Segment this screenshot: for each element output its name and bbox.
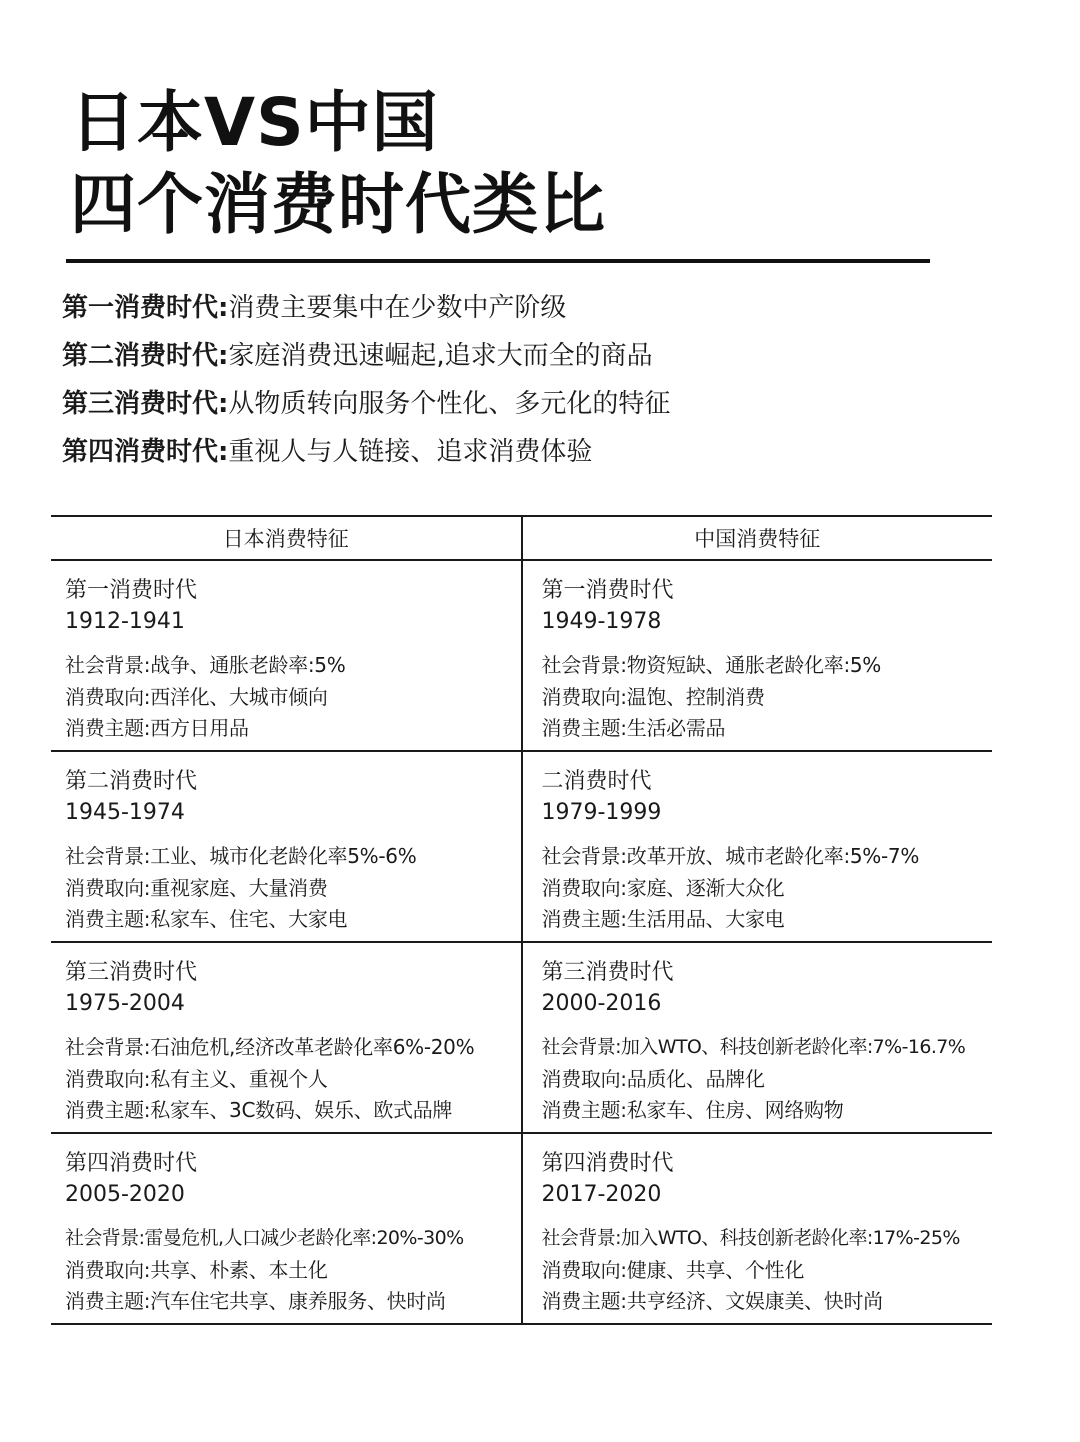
table-row	[51, 560, 992, 751]
era-label: 第一消费时代	[65, 578, 198, 603]
era-summary	[62, 284, 670, 476]
title-line-1: 日本VS中国	[70, 84, 439, 161]
summary-text: 家庭消费迅速崛起,追求大而全的商品	[228, 341, 653, 371]
theme-text: 消费主题:生活用品、大家电	[541, 907, 785, 931]
title-divider	[66, 259, 930, 263]
years-label: 1945-1974	[65, 800, 185, 825]
cell-japan	[51, 1133, 522, 1324]
era-label: 第三消费时代	[65, 960, 198, 985]
orientation-text: 消费取向:品质化、品牌化	[541, 1066, 765, 1091]
background-text: 社会背景:改革开放、城市老龄化率:5%-7%	[541, 844, 920, 868]
summary-text: 重视人与人链接、追求消费体验	[228, 437, 593, 467]
theme-text: 消费主题:共亨经济、文娱康美、快时尚	[541, 1289, 883, 1313]
summary-line	[62, 380, 670, 428]
table-body	[51, 560, 992, 1324]
era-label: 第四消费时代	[65, 1151, 198, 1176]
cell-japan	[51, 751, 522, 942]
theme-text: 消费主题:私家车、3C数码、娱乐、欧式品牌	[65, 1098, 453, 1122]
orientation-text: 消费取向:温饱、控制消费	[541, 684, 765, 709]
header-japan: 日本消费特征	[51, 516, 522, 560]
summary-era: 第四消费时代:	[62, 437, 229, 467]
theme-text: 消费主题:西方日用品	[65, 716, 249, 740]
summary-line	[62, 284, 670, 332]
table-header-row	[51, 516, 992, 560]
summary-era: 第三消费时代:	[62, 389, 229, 419]
summary-line	[62, 332, 670, 380]
orientation-text: 消费取向:健康、共享、个性化	[541, 1257, 805, 1282]
background-text: 社会背景:石油危机,经济改革老龄化率6%-20%	[65, 1035, 475, 1059]
background-text: 社会背景:加入WTO、科技创新老龄化率:17%-25%	[541, 1227, 960, 1249]
background-text: 社会背景:物资短缺、通胀老龄化率:5%	[541, 653, 882, 677]
orientation-text: 消费取向:共享、朴素、本土化	[65, 1257, 328, 1282]
background-text: 社会背景:加入WTO、科技创新老龄化率:7%-16.7%	[541, 1036, 966, 1058]
era-label: 第二消费时代	[65, 769, 198, 794]
cell-china	[522, 560, 993, 751]
header-china: 中国消费特征	[522, 516, 993, 560]
background-text: 社会背景:工业、城市化老龄化率5%-6%	[65, 844, 417, 868]
orientation-text: 消费取向:重视家庭、大量消费	[65, 875, 328, 900]
orientation-text: 消费取向:家庭、逐渐大众化	[541, 875, 785, 900]
years-label: 2017-2020	[541, 1182, 662, 1207]
era-label: 第四消费时代	[541, 1151, 674, 1176]
cell-china	[522, 942, 993, 1133]
summary-line	[62, 428, 670, 476]
theme-text: 消费主题:生活必需品	[541, 716, 726, 740]
cell-japan	[51, 942, 522, 1133]
summary-era: 第一消费时代:	[62, 293, 229, 323]
years-label: 1975-2004	[65, 991, 185, 1016]
title-line-2: 四个消费时代类比	[70, 166, 606, 243]
summary-text: 从物质转向服务个性化、多元化的特征	[228, 389, 671, 419]
years-label: 2000-2016	[541, 991, 662, 1016]
era-label: 第三消费时代	[541, 960, 674, 985]
table-row	[51, 1133, 992, 1324]
theme-text: 消费主题:私家车、住宅、大家电	[65, 907, 348, 931]
comparison-table	[51, 515, 992, 1325]
era-label: 第一消费时代	[541, 578, 674, 603]
orientation-text: 消费取向:私有主义、重视个人	[65, 1066, 328, 1091]
cell-china	[522, 1133, 993, 1324]
years-label: 1912-1941	[65, 609, 185, 634]
years-label: 1949-1978	[541, 609, 662, 634]
background-text: 社会背景:雷曼危机,人口减少老龄化率:20%-30%	[65, 1227, 464, 1249]
years-label: 1979-1999	[541, 800, 662, 825]
era-label: 二消费时代	[541, 769, 652, 794]
years-label: 2005-2020	[65, 1182, 185, 1207]
cell-china	[522, 751, 993, 942]
table-row	[51, 751, 992, 942]
theme-text: 消费主题:私家车、住房、网络购物	[541, 1098, 844, 1122]
orientation-text: 消费取向:西洋化、大城市倾向	[65, 684, 328, 709]
cell-japan	[51, 560, 522, 751]
background-text: 社会背景:战争、通胀老龄率:5%	[65, 653, 346, 677]
summary-era: 第二消费时代:	[62, 341, 229, 371]
theme-text: 消费主题:汽车住宅共享、康养服务、快时尚	[65, 1289, 446, 1313]
summary-text: 消费主要集中在少数中产阶级	[228, 293, 567, 323]
table-row	[51, 942, 992, 1133]
page-title	[70, 82, 606, 246]
